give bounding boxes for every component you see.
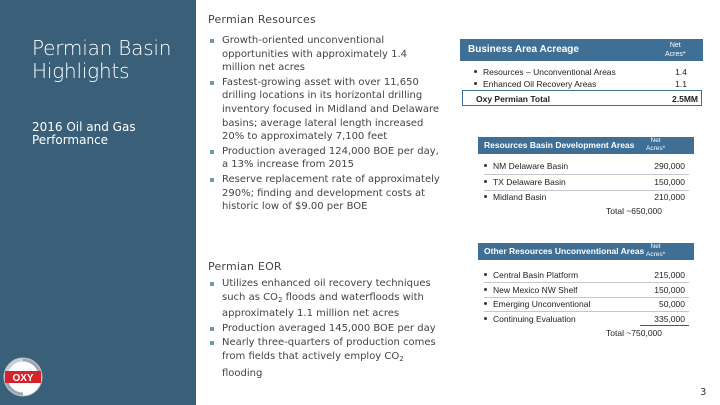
divider <box>484 311 689 312</box>
divider <box>484 174 689 175</box>
table-title: Other Resources Unconventional Areas <box>484 246 645 256</box>
column-header: Net Acres* <box>665 42 686 58</box>
permian-resources-bullets <box>208 34 440 215</box>
list-item: Fastest-growing asset with over 11,650 drilling locations in its horizontal drilling inventory focused in Midland and Delaware basins; average lateral length increased 20% to approximately 7,100 feet <box>208 76 440 144</box>
list-item: Production averaged 145,000 BOE per day <box>208 322 440 336</box>
permian-eor-heading: Permian EOR <box>208 260 282 273</box>
divider <box>640 325 689 326</box>
table-total: Total ~650,000 <box>606 206 663 216</box>
table-title: Resources Basin Development Areas <box>484 140 635 150</box>
table-total: Total ~750,000 <box>606 328 663 338</box>
divider <box>484 282 689 283</box>
resources-basin-development-header <box>478 137 694 154</box>
other-resources-header <box>478 243 694 260</box>
permian-eor-bullets <box>208 277 440 381</box>
column-header: Net Acres* <box>646 243 666 258</box>
slide-subtitle: 2016 Oil and Gas Performance <box>32 120 136 147</box>
list-item: Growth-oriented unconventional opportunities with approximately 1.4 million net acres <box>208 34 440 75</box>
slide-title: Permian Basin Highlights <box>32 36 172 83</box>
list-item: Production averaged 124,000 BOE per day, a 13% increase from 2015 <box>208 145 440 172</box>
table-title: Business Area Acreage <box>468 44 579 55</box>
list-item: Nearly three-quarters of production comes from fields that actively employ $CO_2$ flooding <box>208 336 440 380</box>
logo-text: OXY <box>12 373 34 384</box>
list-item: Reserve replacement rate of approximately 290%; finding and development costs at historic low of $9.00 per BOE <box>208 173 440 214</box>
list-item: Utilizes enhanced oil recovery techniques such as $CO_2$ floods and waterfloods with approximately 1.1 million net acres <box>208 277 440 321</box>
oxy-logo <box>2 355 44 399</box>
permian-resources-heading: Permian Resources <box>208 13 316 26</box>
column-header: Net Acres* <box>646 137 666 152</box>
business-area-acreage-header <box>460 39 703 61</box>
divider <box>484 190 689 191</box>
page-number: 3 <box>700 387 707 398</box>
divider <box>484 297 689 298</box>
